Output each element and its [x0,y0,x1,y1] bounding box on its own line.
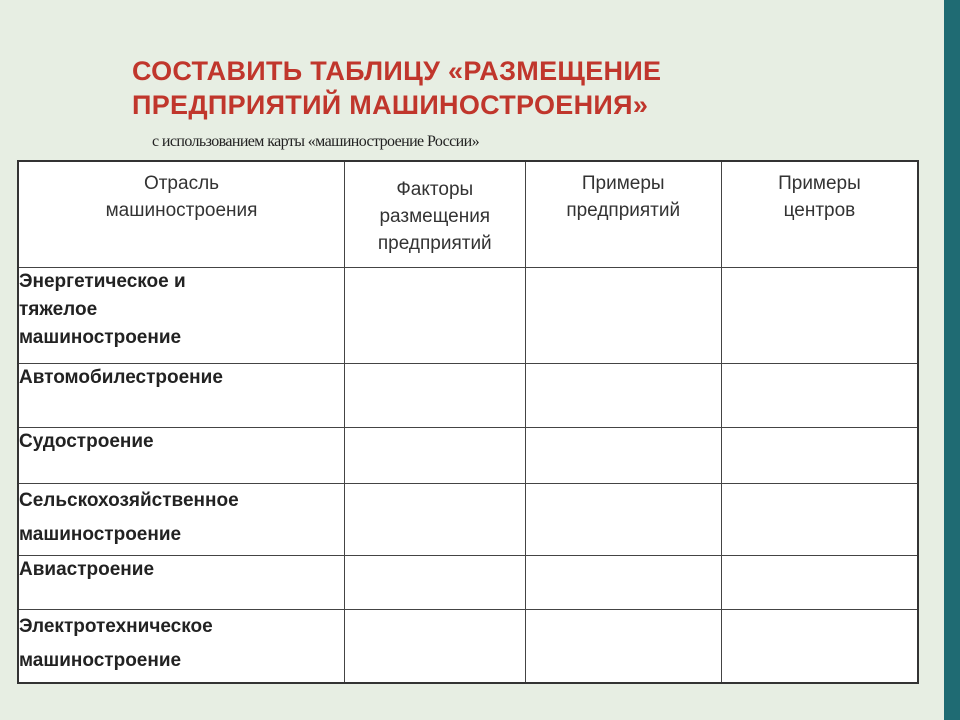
row-label [18,484,345,556]
row-label [18,610,345,684]
row-label [18,364,345,428]
table-cell[interactable] [345,268,526,364]
title-line-1: СОСТАВИТЬ ТАБЛИЦУ «РАЗМЕЩЕНИЕ [132,56,662,86]
table-cell[interactable] [525,610,721,684]
table-cell[interactable] [721,556,918,610]
table-cell[interactable] [721,610,918,684]
header-branch-line-2: машиностроения [105,200,258,221]
table-row [18,364,918,428]
accent-bar [944,0,960,720]
table-cell[interactable] [721,268,918,364]
table-cell[interactable] [721,364,918,428]
header-factors-line-3: предприятий [377,233,492,254]
header-enterprises [525,161,721,268]
table-cell[interactable] [721,484,918,556]
table-cell[interactable] [345,610,526,684]
row-label [18,268,345,364]
table-row [18,556,918,610]
row-label-line: Энергетическое и [19,271,186,292]
header-centers [721,161,918,268]
table-cell[interactable] [345,484,526,556]
header-factors-line-1: Факторы [396,179,474,200]
header-enterprises-line-1: Примеры [581,173,665,194]
table-row [18,268,918,364]
row-label-line: машиностроение [19,650,182,671]
table-cell[interactable] [345,428,526,484]
table-row [18,428,918,484]
table-row [18,484,918,556]
row-label-line: Судостроение [19,431,154,452]
header-centers-line-1: Примеры [778,173,861,194]
row-label-line: Авиастроение [19,559,155,580]
title-line-2: ПРЕДПРИЯТИЙ МАШИНОСТРОЕНИЯ» [132,90,649,120]
header-enterprises-line-2: предприятий [566,200,681,221]
row-label-line: тяжелое [19,299,98,320]
page-title [132,54,892,122]
row-label-line: Электротехническое [19,616,213,637]
table-cell[interactable] [345,556,526,610]
table-cell[interactable] [525,556,721,610]
header-row [18,161,918,268]
subtitle: с использованием карты «машиностроение России» [152,133,479,150]
row-label-line: Автомобилестроение [19,367,223,388]
table-cell[interactable] [525,428,721,484]
row-label-line: машиностроение [19,327,182,348]
row-label [18,556,345,610]
header-branch-line-1: Отрасль [143,173,220,194]
table-cell[interactable] [525,364,721,428]
header-centers-line-2: центров [783,200,856,221]
row-label-line: машиностроение [19,524,182,545]
header-factors-line-2: размещения [379,206,491,227]
table-cell[interactable] [345,364,526,428]
table-cell[interactable] [525,484,721,556]
table-cell[interactable] [525,268,721,364]
header-branch [18,161,345,268]
enterprise-table [17,160,919,684]
table-cell[interactable] [721,428,918,484]
row-label [18,428,345,484]
table-row [18,610,918,684]
row-label-line: Сельскохозяйственное [19,490,239,511]
header-factors [345,161,526,268]
